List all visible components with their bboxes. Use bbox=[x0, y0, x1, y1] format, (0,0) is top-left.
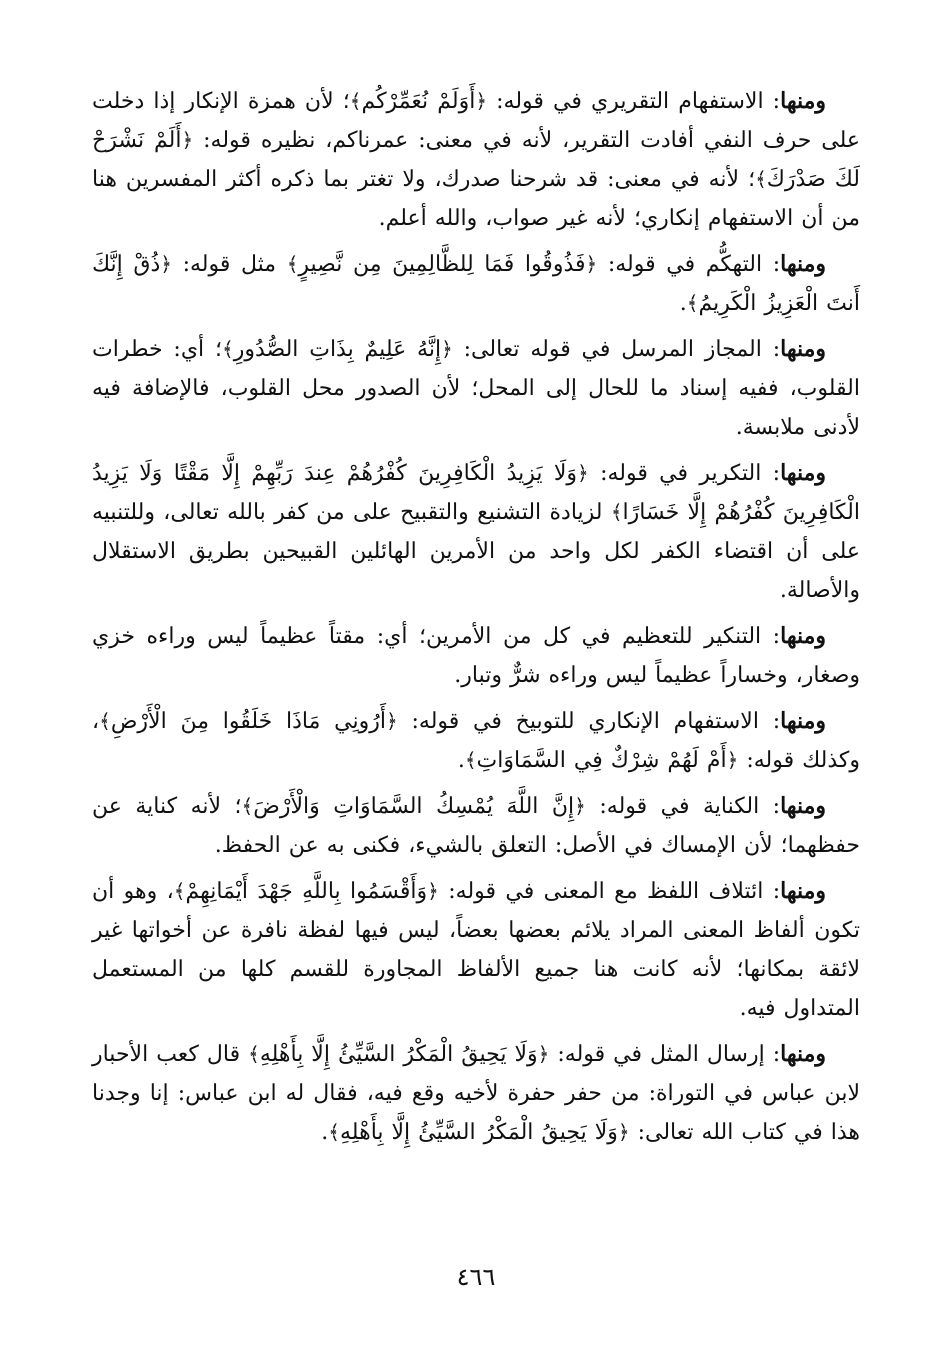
quran-quote-text: ذُقْ إِنَّكَ أَنتَ الْعَزِيزُ الْكَرِيمُ bbox=[92, 252, 860, 316]
quote-close-bracket: ﴾ bbox=[241, 794, 254, 818]
quran-quote-text: أَمْ لَهُمْ شِرْكٌ فِي السَّمَاوَاتِ bbox=[476, 748, 727, 773]
quran-quote bbox=[242, 794, 586, 819]
paragraph-lead-wrap bbox=[780, 252, 860, 277]
quran-quote-text: وَلَا يَحِيقُ الْمَكْرُ السَّيِّئُ إِلَّا بِأَهْلِهِ bbox=[259, 1042, 538, 1067]
quote-open-bracket: ﴿ bbox=[726, 748, 739, 772]
page-number: ٤٦٦ bbox=[456, 1263, 496, 1291]
paragraph-text: : الاستفهام الإنكاري للتوبيخ في قوله: bbox=[397, 709, 781, 734]
paragraph-text: ، وهو أن تكون ألفاظ المعنى المراد يلائم بعضها بعضاً، ليس فيها لفظة نافرة عن أخواتها غير لائقة بمكانها؛ لأنه كانت هنا جميع الألفاظ المجاورة للقسم كلها من المستعمل المتداول فيه. bbox=[92, 879, 860, 1021]
quote-open-bracket: ﴿ bbox=[441, 337, 453, 361]
paragraph-lead: ومنها bbox=[780, 251, 826, 277]
paragraph-text: : التكرير في قوله: bbox=[588, 461, 781, 486]
page-body bbox=[92, 82, 860, 1159]
paragraph-text: . bbox=[321, 1120, 329, 1145]
quote-open-bracket: ﴿ bbox=[386, 709, 398, 733]
quote-open-bracket: ﴿ bbox=[475, 89, 488, 113]
paragraph-text: : الكناية في قوله: bbox=[585, 794, 781, 819]
paragraph-lead-wrap bbox=[780, 709, 860, 734]
paragraph-lead: ومنها bbox=[780, 793, 826, 819]
quran-quote bbox=[328, 1120, 629, 1145]
quote-close-bracket: ﴾ bbox=[248, 1042, 260, 1066]
paragraph bbox=[92, 454, 860, 610]
paragraph-lead-wrap bbox=[780, 879, 860, 904]
paragraph-text: ؛ لأنه كناية عن حفظهما؛ لأن الإمساك في الأصل: التعلق بالشيء، فكنى به عن الحفظ. bbox=[92, 794, 860, 858]
quran-quote-text: إِنَّهُ عَلِيمٌ بِذَاتِ الصُّدُورِ bbox=[233, 337, 442, 362]
paragraph-text: . bbox=[679, 291, 687, 316]
paragraph-text: . bbox=[457, 748, 465, 773]
quote-close-bracket: ﴾ bbox=[464, 748, 477, 772]
quran-quote-text: فَذُوقُوا فَمَا لِلظَّالِمِينَ مِن نَّصِيرٍ bbox=[298, 252, 586, 277]
paragraph-lead-wrap bbox=[780, 624, 860, 649]
paragraph-text: قال كعب الأحبار لابن عباس في التوراة: من حفر حفرة لأخيه وقع فيه، فقال له ابن عباس: إنا وجدنا هذا في كتاب الله تعالى: bbox=[91, 1042, 860, 1145]
quote-close-bracket: ﴾ bbox=[349, 89, 362, 113]
paragraph-text: ؛ لأنه في معنى: قد شرحنا صدرك، ولا تغتر بما ذكره أكثر المفسرين هنا من أن الاستفهام إنكاري؛ لأنه غير صواب، والله أعلم. bbox=[92, 167, 860, 231]
paragraph-lead: ومنها bbox=[780, 460, 826, 486]
quote-close-bracket: ﴾ bbox=[99, 709, 111, 733]
paragraph-lead-wrap bbox=[780, 1042, 860, 1067]
paragraph-lead: ومنها bbox=[780, 1041, 826, 1067]
quran-quote bbox=[465, 748, 739, 773]
paragraph-lead-wrap bbox=[780, 461, 860, 486]
quote-open-bracket: ﴿ bbox=[160, 252, 172, 276]
quran-quote-text: أَرُونِي مَاذَا خَلَقُوا مِنَ الْأَرْضِ bbox=[110, 709, 386, 734]
paragraph-text: لزيادة التشنيع والتقبيح على من كفر بالله تعالى، وللتنبيه على أن اقتضاء الكفر لكل واحد من الأمرين الهائلين القبيحين بطريق الاستقلال والأصالة. bbox=[92, 500, 860, 603]
quran-quote-text: وَأَقْسَمُوا بِاللَّهِ جَهْدَ أَيْمَانِهِمْ bbox=[185, 879, 428, 904]
paragraph-text: : ائتلاف اللفظ مع المعنى في قوله: bbox=[438, 879, 781, 904]
quran-quote-text: أَلَمْ نَشْرَحْ لَكَ صَدْرَكَ bbox=[92, 128, 860, 192]
quran-quote bbox=[350, 89, 487, 114]
quran-quote-text: وَلَا يَزِيدُ الْكَافِرِينَ كُفْرُهُمْ عِندَ رَبِّهِمْ إِلَّا مَقْتًا وَلَا يَزِيدُ الْكَافِرِينَ كُفْرُهُمْ إِلَّا خَسَارًا bbox=[92, 461, 860, 525]
quote-open-bracket: ﴿ bbox=[585, 252, 598, 276]
quran-quote-text: إِنَّ اللَّهَ يُمْسِكُ السَّمَاوَاتِ وَالْأَرْضَ bbox=[253, 794, 575, 819]
paragraph-text: : إرسال المثل في قوله: bbox=[549, 1042, 781, 1067]
paragraph-text: مثل قوله: bbox=[171, 252, 287, 277]
quran-quote bbox=[222, 337, 453, 362]
paragraph-text: ، وكذلك قوله: bbox=[92, 709, 860, 773]
quote-close-bracket: ﴾ bbox=[686, 291, 699, 315]
paragraph-lead-wrap bbox=[780, 337, 860, 362]
paragraph bbox=[92, 1035, 860, 1152]
paragraph-text: : التهكُّم في قوله: bbox=[597, 252, 781, 277]
quote-open-bracket: ﴿ bbox=[577, 461, 589, 485]
paragraph-lead-wrap bbox=[780, 89, 860, 114]
quran-quote bbox=[248, 1042, 549, 1067]
quran-quote-text: أَوَلَمْ نُعَمِّرْكُم bbox=[361, 89, 476, 114]
quran-quote-text: وَلَا يَحِيقُ الْمَكْرُ السَّيِّئُ إِلَّا بِأَهْلِهِ bbox=[340, 1120, 618, 1145]
paragraph-text: : التنكير للتعظيم في كل من الأمرين؛ أي: مقتاً عظيماً ليس وراءه خزي وصغار، وخساراً عظيماً ليس وراءه شرٌّ وتبار. bbox=[92, 624, 860, 688]
quote-close-bracket: ﴾ bbox=[222, 337, 234, 361]
paragraph bbox=[92, 617, 860, 695]
paragraph-lead: ومنها bbox=[780, 88, 826, 114]
quote-close-bracket: ﴾ bbox=[610, 500, 623, 524]
paragraph-lead: ومنها bbox=[780, 878, 827, 904]
paragraph bbox=[92, 82, 860, 238]
paragraph bbox=[92, 330, 860, 447]
paragraph-text: : المجاز المرسل في قوله تعالى: bbox=[452, 337, 781, 362]
paragraph-lead: ومنها bbox=[780, 336, 826, 362]
paragraph-lead-wrap bbox=[780, 794, 860, 819]
quote-close-bracket: ﴾ bbox=[755, 167, 767, 191]
paragraph bbox=[92, 245, 860, 323]
quote-open-bracket: ﴿ bbox=[181, 128, 194, 152]
quote-close-bracket: ﴾ bbox=[328, 1120, 341, 1144]
quran-quote bbox=[99, 709, 398, 734]
quote-close-bracket: ﴾ bbox=[286, 252, 299, 276]
paragraph-lead: ومنها bbox=[780, 623, 826, 649]
quran-quote bbox=[287, 252, 598, 277]
paragraph-text: ؛ لأن همزة الإنكار إذا دخلت على حرف النفي أفادت التقرير، لأنه في معنى: عمرناكم، نظيره قوله: bbox=[92, 89, 860, 153]
paragraph-lead: ومنها bbox=[780, 708, 826, 734]
quote-open-bracket: ﴿ bbox=[537, 1042, 550, 1066]
paragraph-text: : الاستفهام التقريري في قوله: bbox=[487, 89, 781, 114]
paragraph bbox=[92, 787, 860, 865]
paragraph bbox=[92, 702, 860, 780]
quote-close-bracket: ﴾ bbox=[173, 879, 186, 903]
paragraph-text: ؛ أي: خطرات القلوب، ففيه إسناد ما للحال إلى المحل؛ لأن الصدور محل القلوب، فالإضافة فيه لأدنى ملابسة. bbox=[92, 337, 860, 440]
quote-open-bracket: ﴿ bbox=[574, 794, 586, 818]
quote-open-bracket: ﴿ bbox=[617, 1120, 630, 1144]
quote-open-bracket: ﴿ bbox=[427, 879, 439, 903]
quran-quote bbox=[174, 879, 439, 904]
paragraph bbox=[92, 872, 860, 1028]
